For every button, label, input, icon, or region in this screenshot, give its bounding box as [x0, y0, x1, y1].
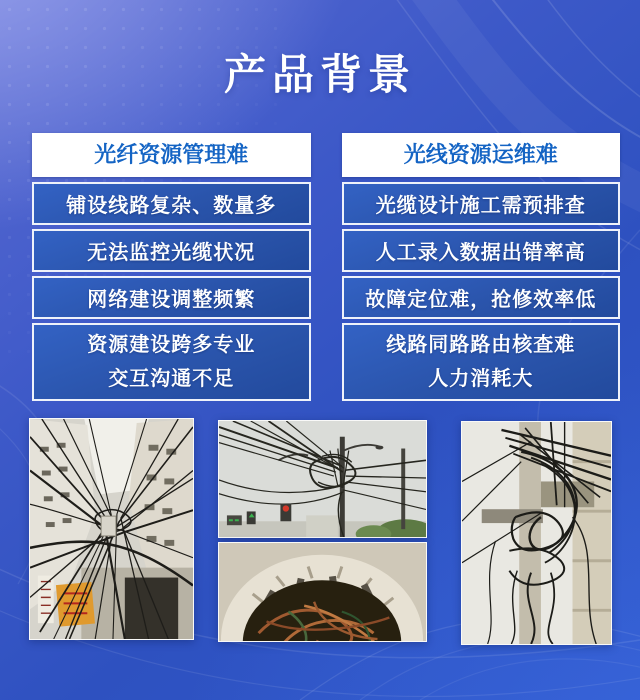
table-header-management: 光纤资源管理难 — [32, 133, 311, 177]
photo-pole-cable-tangle-closeup — [461, 421, 612, 645]
table-row: 铺设线路复杂、数量多 — [32, 182, 311, 225]
junction-box — [101, 516, 116, 536]
row-line: 资源建设跨多专业 — [87, 334, 256, 356]
photo-manhole-with-cables — [218, 542, 427, 642]
table-fiber-line-operations — [342, 133, 621, 405]
table-header-operations: 光线资源运维难 — [342, 133, 621, 177]
table-row: 人工录入数据出错率高 — [342, 229, 621, 272]
table-row: 光缆设计施工需预排查 — [342, 182, 621, 225]
table-row: 故障定位难，抢修效率低 — [342, 276, 621, 319]
table-row — [32, 323, 311, 401]
table-row — [342, 323, 621, 401]
table-row: 网络建设调整频繁 — [32, 276, 311, 319]
photo-tangled-cables-between-buildings — [29, 418, 194, 640]
row-line: 交互沟通不足 — [108, 368, 235, 390]
table-fiber-resource-management — [32, 133, 311, 405]
photo-street-pole-cable-tangle — [218, 420, 427, 538]
problem-tables — [32, 133, 620, 405]
table-row: 无法监控光缆状况 — [32, 229, 311, 272]
row-line: 人力消耗大 — [428, 368, 534, 390]
page-title: 产品背景 — [223, 51, 416, 98]
row-line: 线路同路路由核查难 — [386, 334, 576, 356]
